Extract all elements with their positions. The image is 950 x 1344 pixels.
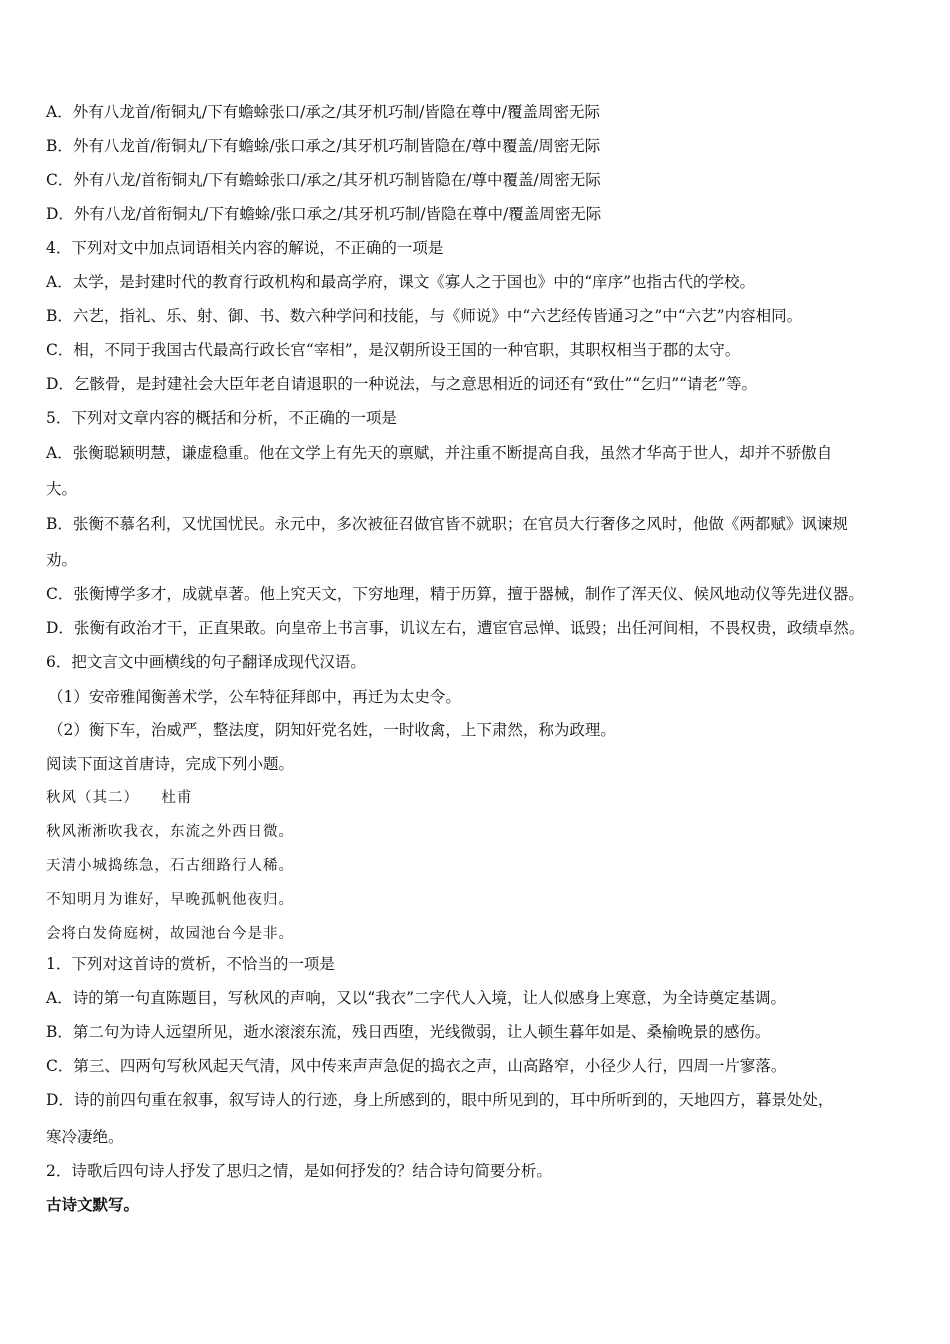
poem-q1-option-c: C．第三、四两句写秋风起天气清，风中传来声声急促的捣衣之声，山高路窄，小径少人行，四周一片寥落。 (46, 1057, 787, 1075)
poem-q1-option-d-line1: D．诗的前四句重在叙事，叙写诗人的行迹，身上所感到的，眼中所见到的，耳中所听到的，天地四方，暮景处处， (46, 1091, 834, 1109)
poem-line-3: 不知明月为谁好，早晚孤帆他夜归。 (46, 892, 294, 908)
q5-option-c: C．张衡博学多才，成就卓著。他上究天文，下穷地理，精于历算，擅于器械，制作了浑天仪、候风地动仪等先进仪器。 (46, 585, 864, 603)
q5-stem: 5．下列对文章内容的概括和分析，不正确的一项是 (46, 409, 397, 427)
poem-intro: 阅读下面这首唐诗，完成下列小题。 (46, 755, 295, 773)
section-title: 古诗文默写。 (46, 1195, 140, 1214)
poem-q1-option-a: A．诗的第一句直陈题目，写秋风的声响，又以“我衣”二字代人入境，让人似感身上寒意，为全诗奠定基调。 (46, 989, 787, 1007)
poem-line-1: 秋风淅淅吹我衣，东流之外西日微。 (46, 824, 294, 840)
q5-option-a-line2: 大。 (46, 480, 78, 498)
poem-q1-option-b: B．第二句为诗人远望所见，逝水滚滚东流，残日西堕，光线微弱，让人顿生暮年如是、桑榆晚景的感伤。 (46, 1023, 771, 1041)
q6-item-2: （2）衡下车，治威严，整法度，阴知奸党名姓，一时收禽，上下肃然，称为政理。 (48, 721, 616, 739)
poem-line-4: 会将白发倚庭树，故园池台今是非。 (46, 926, 294, 942)
poem-line-2: 天清小城捣练急，石古细路行人稀。 (46, 858, 294, 874)
q5-option-b-line1: B．张衡不慕名利，又忧国忧民。永元中，多次被征召做官皆不就职；在官员大行奢侈之风时，他做《两都赋》讽谏规 (46, 515, 848, 533)
q3-option-a: A．外有八龙首/衔铜丸/下有蟾蜍张口/承之/其牙机巧制/皆隐在尊中/覆盖周密无际 (46, 103, 601, 121)
q6-item-1: （1）安帝雅闻衡善术学，公车特征拜郎中，再迁为太史令。 (48, 688, 461, 706)
q3-option-c: C．外有八龙/首衔铜丸/下有蟾蜍张口/承之/其牙机巧制皆隐在/尊中覆盖/周密无际 (46, 171, 601, 189)
q5-option-a-line1: A．张衡聪颖明慧，谦虚稳重。他在文学上有先天的禀赋，并注重不断提高自我，虽然才华高于世人，却并不骄傲自 (46, 444, 833, 462)
q5-option-d: D．张衡有政治才干，正直果敢。向皇帝上书言事，讥议左右，遭宦官忌惮、诋毁；出任河间相，不畏权贵，政绩卓然。 (46, 619, 865, 637)
q3-option-b: B．外有八龙首/衔铜丸/下有蟾蜍/张口承之/其牙机巧制皆隐在/尊中覆盖/周密无际 (46, 137, 601, 155)
poem-title: 秋风（其二） 杜甫 (46, 790, 193, 806)
poem-q2-stem: 2．诗歌后四句诗人抒发了思归之情，是如何抒发的？结合诗句简要分析。 (46, 1162, 552, 1180)
q5-option-b-line2: 劝。 (46, 551, 78, 569)
q3-option-d: D．外有八龙/首衔铜丸/下有蟾蜍/张口承之/其牙机巧制/皆隐在尊中/覆盖周密无际 (46, 205, 602, 223)
q6-stem: 6．把文言文中画横线的句子翻译成现代汉语。 (46, 653, 366, 671)
q4-option-d: D．乞骸骨，是封建社会大臣年老自请退职的一种说法，与之意思相近的词还有“致仕”“乞归”“请老”等。 (46, 375, 757, 393)
q4-option-b: B．六艺，指礼、乐、射、御、书、数六种学问和技能，与《师说》中“六艺经传皆通习之”中“六艺”内容相同。 (46, 307, 803, 325)
poem-q1-stem: 1．下列对这首诗的赏析，不恰当的一项是 (46, 955, 335, 973)
q4-stem: 4．下列对文中加点词语相关内容的解说，不正确的一项是 (46, 239, 444, 257)
poem-q1-option-d-line2: 寒冷凄绝。 (46, 1128, 124, 1146)
q4-option-c: C．相，不同于我国古代最高行政长官“宰相”，是汉朝所设王国的一种官职，其职权相当于郡的太守。 (46, 341, 741, 359)
q4-option-a: A．太学，是封建时代的教育行政机构和最高学府，课文《寡人之于国也》中的“庠序”也指古代的学校。 (46, 273, 756, 291)
